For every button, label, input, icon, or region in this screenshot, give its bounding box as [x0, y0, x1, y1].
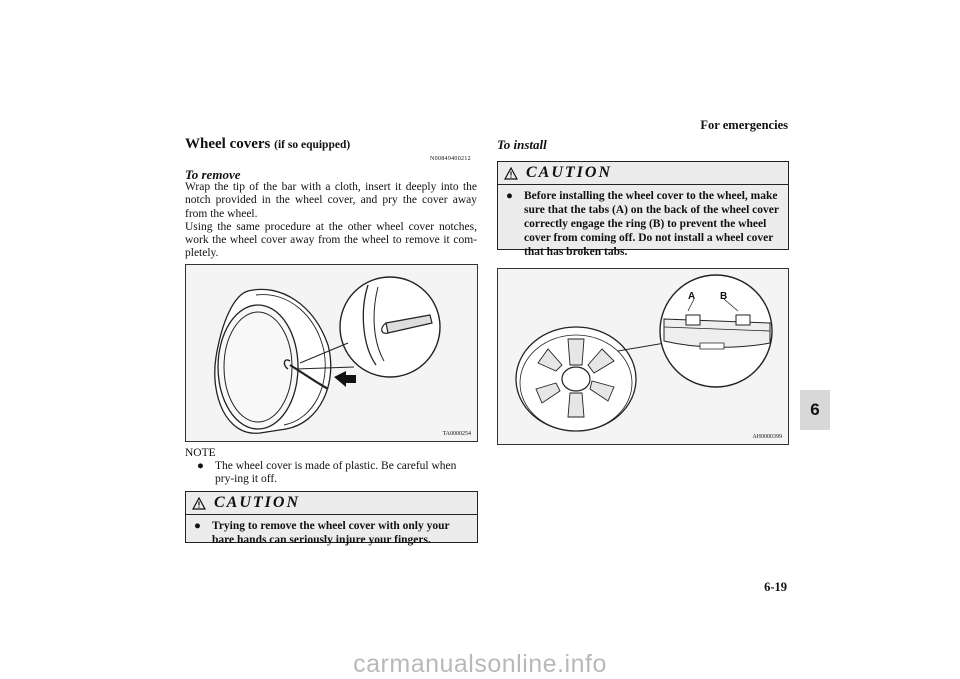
section-title: [185, 136, 350, 153]
caution-title: CAUTION: [214, 494, 301, 511]
left-figure-code: TA0000254: [442, 431, 471, 437]
figure-label-a: A: [688, 291, 696, 302]
caution-title: CAUTION: [526, 164, 613, 181]
caution-text-remove: Trying to remove the wheel cover with only your bare hands can seriously injure your fingers.: [212, 520, 450, 546]
bullet-icon: ●: [197, 460, 204, 472]
page-number: 6-19: [764, 580, 787, 594]
caution-body: [186, 515, 477, 553]
running-header: For emergencies: [700, 118, 788, 132]
wheel-removal-illustration: [186, 265, 477, 441]
caution-box-install: [497, 161, 789, 258]
caution-header: [186, 492, 477, 515]
note-text: The wheel cover is made of plastic. Be careful when pry-ing it off.: [215, 460, 457, 486]
note-item: [197, 460, 477, 487]
warning-triangle-icon: [192, 497, 206, 510]
section-title-suffix: (if so equipped): [274, 139, 351, 151]
caution-body: [498, 185, 788, 265]
caution-text-install: Before installing the wheel cover to the wheel, make sure that the tabs (A) on the back of the wheel cover correctly engage the ring (B) to prevent the wheel cover from coming off. Do not install a wheel cover that has broken tabs.: [524, 190, 779, 258]
warning-triangle-icon: [504, 167, 518, 180]
bullet-icon: ●: [506, 190, 513, 202]
remove-instructions: [185, 181, 477, 261]
subheading-to-install: To install: [497, 137, 547, 152]
section-title-text: Wheel covers: [185, 136, 271, 152]
wheel-install-illustration: [498, 269, 788, 444]
section-code: N00849400212: [430, 156, 471, 162]
caution-box-remove: [185, 491, 478, 546]
remove-paragraph-1: Wrap the tip of the bar with a cloth, insert it deeply into the notch provided in the wheel cover, and pry the cover away from the wheel.: [185, 181, 477, 220]
figure-label-b: B: [720, 291, 728, 302]
right-figure-code: AH0000399: [752, 434, 782, 440]
caution-header: [498, 162, 788, 185]
remove-paragraph-2: Using the same procedure at the other wheel cover notches, work the wheel cover away from the wheel to remove it com-pletely.: [185, 220, 477, 260]
chapter-tab: 6: [800, 390, 830, 430]
bullet-icon: ●: [194, 520, 201, 532]
note-label: NOTE: [185, 447, 216, 459]
subheading-to-remove: To remove: [185, 167, 241, 182]
wheel-cover-removal-figure: [185, 264, 478, 442]
wheel-cover-install-figure: [497, 268, 789, 445]
watermark: carmanualsonline.info: [353, 650, 607, 678]
